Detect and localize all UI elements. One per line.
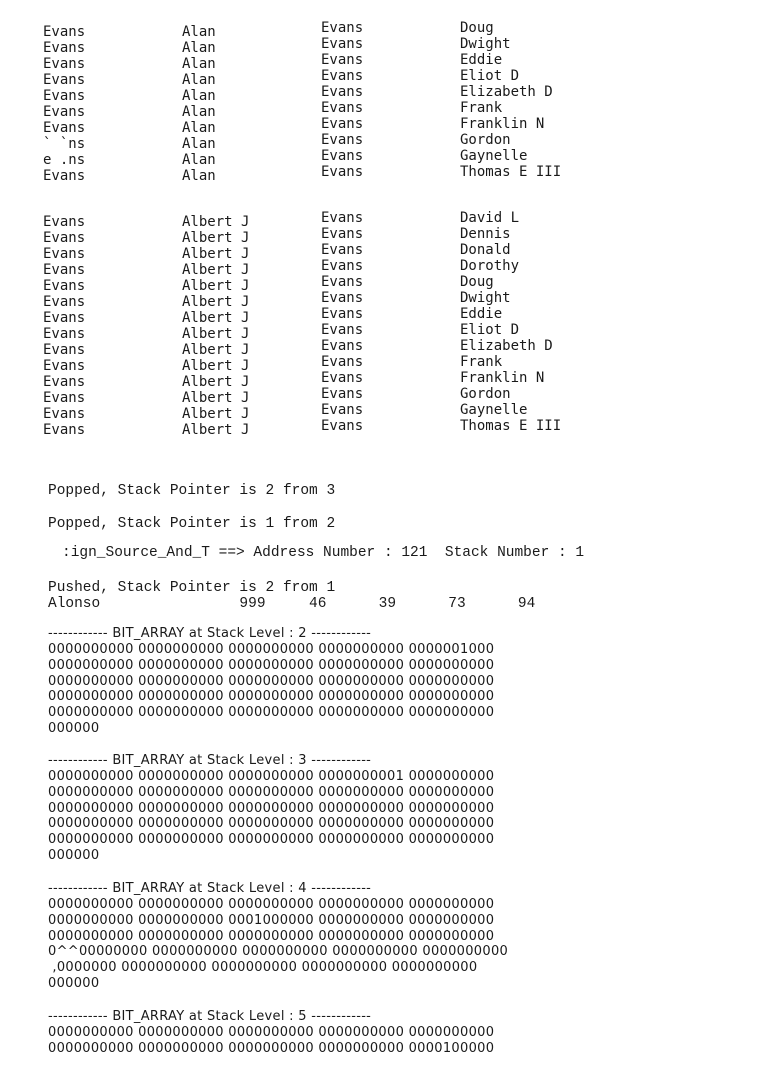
given-name-cell: Albert J [182,374,250,390]
given-name-cell: Albert J [182,358,250,374]
relative-given-name-cell: Franklin N [460,370,545,386]
relative-given-name-cell: Frank [460,354,503,370]
surname-cell: Evans [43,294,86,310]
table-row [0,290,760,310]
surname-cell: Evans [43,40,86,56]
bit-array-row: 0000000000 0000000000 0000000000 0000000000 0000000000 [48,689,495,705]
given-name-cell: Alan [182,152,216,168]
relative-given-name-cell: Gaynelle [460,402,528,418]
bit-array-header: ------------ BIT_ARRAY at Stack Level : 4 ------------ [48,881,372,896]
table-row [0,164,760,184]
given-name-cell: Albert J [182,214,250,230]
surname-cell: Evans [43,72,86,88]
given-name-cell: Alan [182,56,216,72]
relative-surname-cell: Evans [321,306,364,322]
relative-given-name-cell: Eliot D [460,68,520,84]
surname-cell: Evans [43,120,86,136]
bit-array-row: 0000000000 0000000000 0000000000 0000000000 0000000000 [48,657,495,673]
bit-array-row: 0000000000 0000000000 0000000000 0000000001 0000000000 [48,769,495,784]
given-name-cell: Alan [182,104,216,120]
relative-surname-cell: Evans [321,20,364,36]
bit-array-row: 0000000000 0000000000 0001000000 0000000000 0000000000 [48,912,495,928]
relative-surname-cell: Evans [321,52,364,68]
bit-array-header: ------------ BIT_ARRAY at Stack Level : 2 ------------ [48,626,372,641]
given-name-cell: Albert J [182,326,250,342]
surname-cell: Evans [43,24,86,40]
bit-array-row: 0000000000 0000000000 0000000000 0000000000 0000000000 [48,832,495,848]
relative-surname-cell: Evans [321,242,364,258]
relative-given-name-cell: Doug [460,274,494,290]
bit-array-row: 0000000000 0000000000 0000000000 0000000000 0000000000 [48,1025,495,1040]
relative-given-name-cell: Thomas E III [460,164,562,180]
given-name-cell: Albert J [182,342,250,358]
given-name-cell: Alan [182,120,216,136]
given-name-cell: Alan [182,136,216,152]
relative-given-name-cell: Donald [460,242,511,258]
table-row [0,402,760,422]
surname-cell: Evans [43,406,86,422]
bit-array-row: ,0000000 0000000000 0000000000 0000000000 0000000000 [48,960,478,976]
surname-cell: Evans [43,390,86,406]
relative-surname-cell: Evans [321,354,364,370]
bit-array-header: ------------ BIT_ARRAY at Stack Level : 3 ------------ [48,753,372,768]
relative-surname-cell: Evans [321,116,364,132]
table-row [0,148,760,168]
alonso-values-line: Alonso 999 46 39 73 94 [48,596,536,612]
relative-surname-cell: Evans [321,338,364,354]
relative-surname-cell: Evans [321,148,364,164]
relative-given-name-cell: Eddie [460,52,503,68]
given-name-cell: Albert J [182,278,250,294]
table-row [0,354,760,374]
bit-array-header: ------------ BIT_ARRAY at Stack Level : 5 ------------ [48,1009,372,1024]
surname-cell: Evans [43,88,86,104]
relative-surname-cell: Evans [321,258,364,274]
given-name-cell: Alan [182,88,216,104]
given-name-cell: Albert J [182,390,250,406]
given-name-cell: Albert J [182,294,250,310]
given-name-cell: Albert J [182,230,250,246]
surname-cell: Evans [43,230,86,246]
log-popped-line-1: Popped, Stack Pointer is 2 from 3 [48,483,336,499]
relative-given-name-cell: Elizabeth D [460,84,553,100]
bit-array-row: 0000000000 0000000000 0000000000 0000000000 0000000000 [48,673,495,689]
table-row [0,116,760,136]
bit-array-row: 0^^00000000 0000000000 0000000000 0000000000 0000000000 [48,944,509,960]
relative-surname-cell: Evans [321,84,364,100]
bit-array-row: 0000000000 0000000000 0000000000 0000000000 0000001000 [48,642,495,657]
bit-array-row: 000000 [48,721,100,736]
table-row [0,52,760,72]
bit-array-row: 0000000000 0000000000 0000000000 0000000000 0000000000 [48,800,495,816]
relative-surname-cell: Evans [321,100,364,116]
surname-cell: Evans [43,342,86,358]
relative-given-name-cell: Eddie [460,306,503,322]
surname-cell: e .ns [43,152,86,168]
surname-cell: Evans [43,214,86,230]
relative-given-name-cell: Doug [460,20,494,36]
table-row [0,100,760,120]
relative-given-name-cell: Gordon [460,132,511,148]
relative-surname-cell: Evans [321,132,364,148]
relative-given-name-cell: David L [460,210,520,226]
surname-cell: Evans [43,246,86,262]
table-row [0,306,760,326]
table-row [0,68,760,88]
bit-array-row: 0000000000 0000000000 0000000000 0000000000 0000000000 [48,928,495,944]
table-row [0,210,760,230]
relative-surname-cell: Evans [321,274,364,290]
table-row [0,274,760,294]
relative-surname-cell: Evans [321,386,364,402]
surname-cell: Evans [43,104,86,120]
table-row [0,370,760,390]
given-name-cell: Albert J [182,246,250,262]
table-row [0,258,760,278]
relative-given-name-cell: Dorothy [460,258,520,274]
log-assign-line: :ign_Source_And_T ==> Address Number : 121 Stack Number : 1 [62,545,585,561]
surname-cell: Evans [43,310,86,326]
relative-surname-cell: Evans [321,322,364,338]
bit-array-row: 0000000000 0000000000 0000000000 0000000000 0000000000 [48,784,495,800]
surname-cell: ` `ns [43,136,86,152]
log-pushed-line: Pushed, Stack Pointer is 2 from 1 [48,580,336,596]
relative-surname-cell: Evans [321,36,364,52]
relative-given-name-cell: Franklin N [460,116,545,132]
table-row [0,322,760,342]
table-row [0,20,760,40]
given-name-cell: Alan [182,168,216,184]
surname-cell: Evans [43,278,86,294]
relative-given-name-cell: Dwight [460,36,511,52]
relative-given-name-cell: Gordon [460,386,511,402]
relative-given-name-cell: Elizabeth D [460,338,553,354]
relative-surname-cell: Evans [321,226,364,242]
given-name-cell: Albert J [182,422,250,438]
table-row [0,386,760,406]
surname-cell: Evans [43,358,86,374]
bit-array-row: 0000000000 0000000000 0000000000 0000000000 0000100000 [48,1040,495,1056]
relative-surname-cell: Evans [321,290,364,306]
relative-surname-cell: Evans [321,68,364,84]
bit-array-row: 000000 [48,976,100,991]
relative-given-name-cell: Dwight [460,290,511,306]
log-popped-line-2: Popped, Stack Pointer is 1 from 2 [48,516,336,532]
surname-cell: Evans [43,422,86,438]
bit-array-row: 0000000000 0000000000 0000000000 0000000000 0000000000 [48,816,495,832]
table-row [0,84,760,104]
relative-given-name-cell: Thomas E III [460,418,562,434]
table-row [0,36,760,56]
bit-array-row: 0000000000 0000000000 0000000000 0000000000 0000000000 [48,705,495,721]
relative-given-name-cell: Eliot D [460,322,520,338]
table-row [0,338,760,358]
relative-surname-cell: Evans [321,164,364,180]
surname-cell: Evans [43,374,86,390]
table-row [0,226,760,246]
given-name-cell: Alan [182,72,216,88]
surname-cell: Evans [43,262,86,278]
relative-given-name-cell: Dennis [460,226,511,242]
relative-surname-cell: Evans [321,418,364,434]
surname-cell: Evans [43,56,86,72]
table-row [0,132,760,152]
bit-array-row: 000000 [48,848,100,863]
relative-surname-cell: Evans [321,370,364,386]
table-row [0,418,760,438]
relative-surname-cell: Evans [321,210,364,226]
relative-surname-cell: Evans [321,402,364,418]
bit-array-row: 0000000000 0000000000 0000000000 0000000000 0000000000 [48,897,495,912]
table-row [0,242,760,262]
relative-given-name-cell: Gaynelle [460,148,528,164]
relative-given-name-cell: Frank [460,100,503,116]
surname-cell: Evans [43,168,86,184]
surname-cell: Evans [43,326,86,342]
given-name-cell: Alan [182,24,216,40]
given-name-cell: Albert J [182,262,250,278]
given-name-cell: Alan [182,40,216,56]
given-name-cell: Albert J [182,310,250,326]
given-name-cell: Albert J [182,406,250,422]
